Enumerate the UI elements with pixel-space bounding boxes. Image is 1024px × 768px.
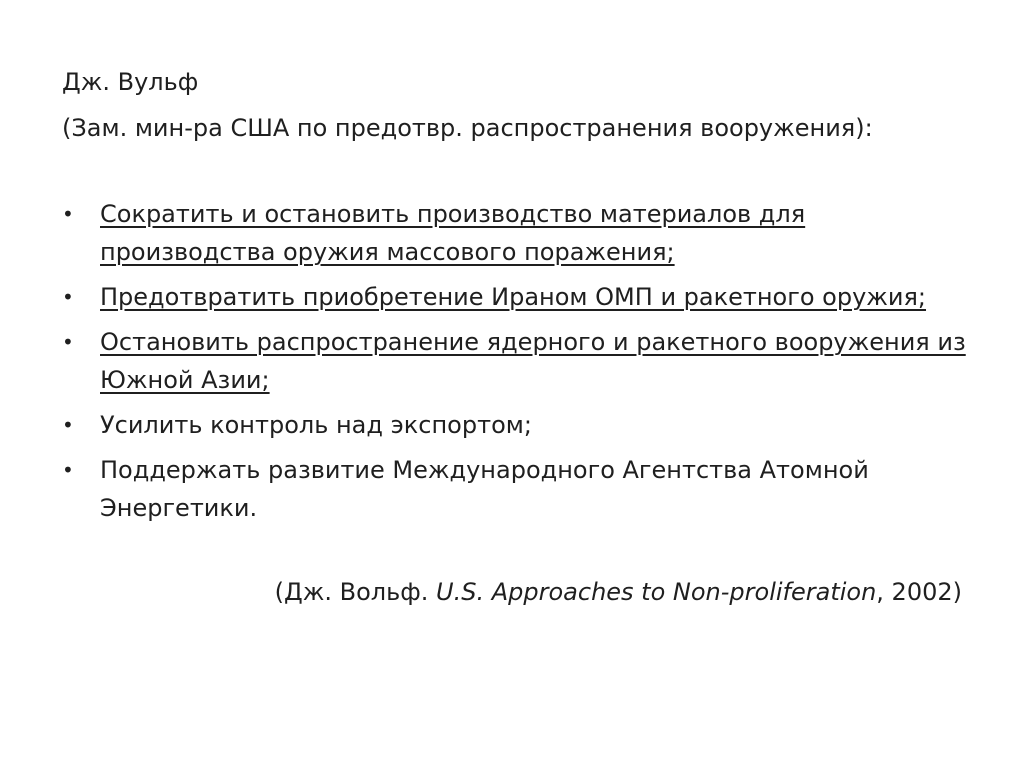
list-item bbox=[62, 451, 982, 527]
citation-suffix: , 2002) bbox=[876, 578, 962, 606]
citation-title: U.S. Approaches to Non-proliferation bbox=[436, 578, 877, 606]
bullet-icon: • bbox=[62, 413, 74, 437]
bullet-text: Сократить и остановить производство материалов для производства оружия массового поражения; bbox=[100, 200, 806, 266]
citation-prefix: (Дж. Вольф. bbox=[274, 578, 437, 606]
bullet-text: Поддержать развитие Международного Агентства Атомной Энергетики. bbox=[100, 456, 869, 522]
bullet-icon: • bbox=[62, 285, 74, 309]
list-item bbox=[62, 278, 982, 316]
author-name: Дж. Вульф bbox=[62, 68, 199, 96]
bullet-list bbox=[62, 195, 982, 534]
bullet-icon: • bbox=[62, 202, 74, 226]
list-item bbox=[62, 323, 982, 399]
author-position: (Зам. мин-ра США по предотвр. распространения вооружения): bbox=[62, 114, 873, 142]
citation bbox=[100, 573, 962, 611]
bullet-text: Остановить распространение ядерного и ракетного вооружения из Южной Азии; bbox=[100, 328, 966, 394]
bullet-text: Усилить контроль над экспортом; bbox=[100, 411, 532, 439]
bullet-icon: • bbox=[62, 458, 74, 482]
bullet-icon: • bbox=[62, 330, 74, 354]
list-item bbox=[62, 195, 982, 271]
list-item bbox=[62, 406, 982, 444]
bullet-text: Предотвратить приобретение Ираном ОМП и ракетного оружия; bbox=[100, 283, 927, 311]
